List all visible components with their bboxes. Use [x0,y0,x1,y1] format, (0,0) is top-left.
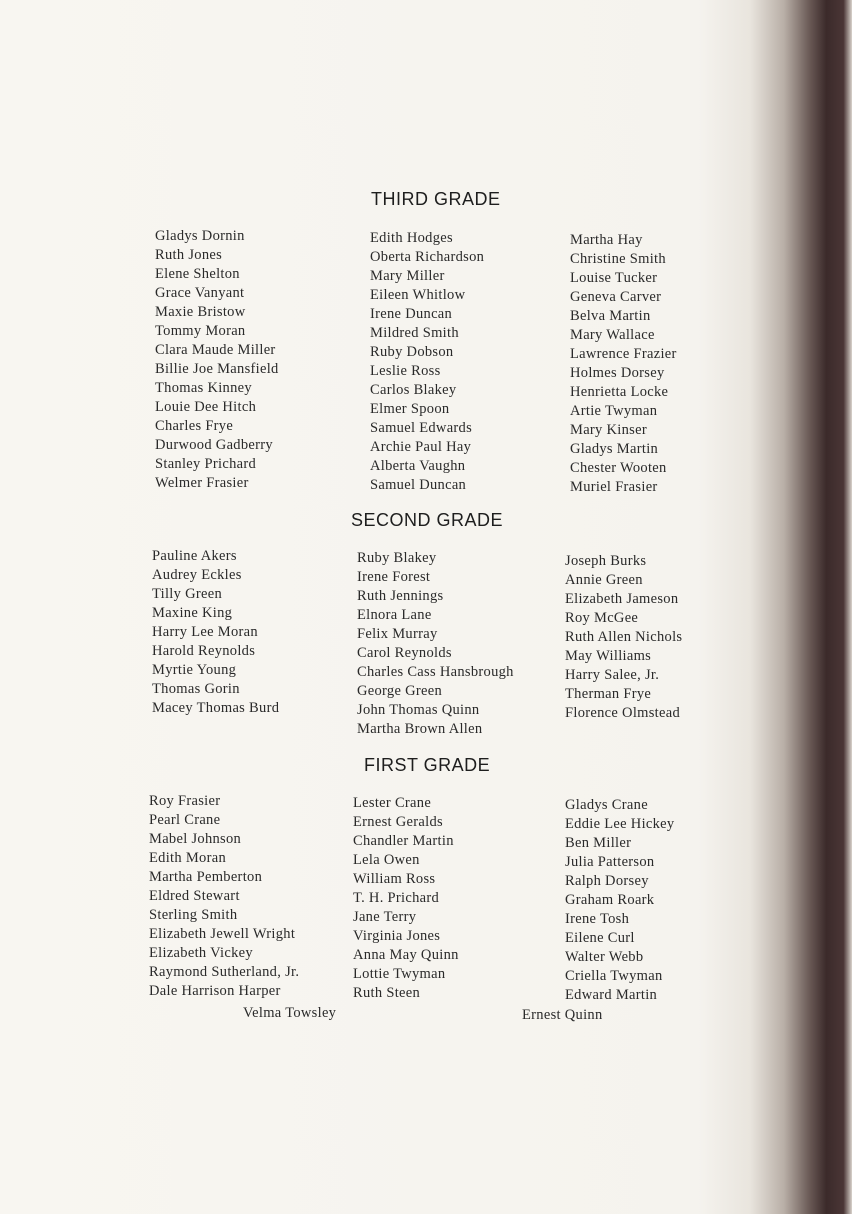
student-name: Elizabeth Vickey [149,945,253,961]
student-name: Alberta Vaughn [370,458,466,474]
student-name: Edith Hodges [370,230,453,246]
student-name: May Williams [565,648,652,664]
second-grade-column-1 [152,547,279,718]
student-name: Mary Kinser [570,422,647,438]
second-grade-column-2 [357,549,514,739]
student-name: Ernest Quinn [522,1007,603,1023]
third-grade-heading: THIRD GRADE [371,189,501,209]
student-name: Ernest Geralds [353,814,443,830]
first-grade-heading: FIRST GRADE [364,755,491,775]
student-name: Samuel Duncan [370,477,467,493]
student-name: T. H. Prichard [353,890,440,906]
first-grade-column-3 [565,796,674,1005]
student-name: Lottie Twyman [353,966,446,982]
student-name: Oberta Richardson [370,249,485,265]
student-name: Ruby Blakey [357,550,437,566]
student-name: Lester Crane [353,795,432,811]
student-name: Leslie Ross [370,363,441,379]
student-name: Irene Tosh [565,911,630,927]
student-name: Grace Vanyant [155,285,245,301]
student-name: Artie Twyman [570,403,658,419]
student-name: Belva Martin [570,308,651,324]
second-grade-heading: SECOND GRADE [351,510,504,530]
student-name: Gladys Crane [565,797,648,813]
student-name: Anna May Quinn [353,947,459,963]
student-name: Mary Miller [370,268,445,284]
student-name: Irene Forest [357,569,431,585]
student-name: Archie Paul Hay [370,439,472,455]
student-name: Macey Thomas Burd [152,700,280,716]
student-name: Chandler Martin [353,833,454,849]
student-name: Harry Salee, Jr. [565,667,660,683]
student-name: Ruby Dobson [370,344,454,360]
student-name: Holmes Dorsey [570,365,665,381]
student-name: Pauline Akers [152,548,237,564]
student-name: Audrey Eckles [152,567,242,583]
student-name: Louise Tucker [570,270,658,286]
student-name: Elmer Spoon [370,401,450,417]
student-name: Lawrence Frazier [570,346,677,362]
student-name: Sterling Smith [149,907,238,923]
student-name: Elizabeth Jameson [565,591,679,607]
student-name: Ruth Steen [353,985,421,1001]
student-name: Walter Webb [565,949,644,965]
student-name: Louie Dee Hitch [155,399,257,415]
student-name: Eileen Whitlow [370,287,466,303]
student-name: Carlos Blakey [370,382,457,398]
student-name: Stanley Prichard [155,456,257,472]
student-name: Clara Maude Miller [155,342,276,358]
student-name: Mary Wallace [570,327,655,343]
student-name: Elene Shelton [155,266,240,282]
student-name: Martha Pemberton [149,869,263,885]
student-name: Gladys Martin [570,441,659,457]
student-name: Maxine King [152,605,233,621]
student-name: Chester Wooten [570,460,667,476]
student-name: Thomas Gorin [152,681,240,697]
student-name: Velma Towsley [243,1005,337,1021]
student-name: Welmer Frasier [155,475,249,491]
student-name: Therman Frye [565,686,652,702]
third-grade-column-2 [370,229,484,495]
student-name: Eddie Lee Hickey [565,816,675,832]
student-name: Christine Smith [570,251,666,267]
student-name: Myrtie Young [152,662,237,678]
second-grade-column-3 [565,552,682,723]
student-name: Harold Reynolds [152,643,256,659]
student-name: Virginia Jones [353,928,441,944]
student-name: Muriel Frasier [570,479,658,495]
student-name: Graham Roark [565,892,655,908]
student-name: Ralph Dorsey [565,873,649,889]
student-name: Lela Owen [353,852,420,868]
student-name: Geneva Carver [570,289,662,305]
student-name: Joseph Burks [565,553,647,569]
student-name: Criella Twyman [565,968,663,984]
student-name: John Thomas Quinn [357,702,480,718]
student-name: Thomas Kinney [155,380,252,396]
third-grade-column-3 [570,231,677,497]
student-name: Tommy Moran [155,323,246,339]
student-name: Ruth Allen Nichols [565,629,683,645]
student-name: Harry Lee Moran [152,624,258,640]
student-name: Florence Olmstead [565,705,681,721]
student-name: Billie Joe Mansfield [155,361,279,377]
student-name: Raymond Sutherland, Jr. [149,964,300,980]
student-name: Eilene Curl [565,930,635,946]
student-name: Ben Miller [565,835,632,851]
student-name: Roy McGee [565,610,639,626]
first-grade-column-1 [149,792,299,1001]
student-name: Gladys Dornin [155,228,245,244]
student-name: Henrietta Locke [570,384,669,400]
student-name: William Ross [353,871,436,887]
student-name: Elnora Lane [357,607,432,623]
student-name: Edith Moran [149,850,226,866]
student-name: Tilly Green [152,586,223,602]
student-name: Ruth Jones [155,247,223,263]
student-name: Annie Green [565,572,643,588]
student-name: Elizabeth Jewell Wright [149,926,296,942]
student-name: Maxie Bristow [155,304,246,320]
student-name: Samuel Edwards [370,420,473,436]
student-name: George Green [357,683,443,699]
student-name: Eldred Stewart [149,888,240,904]
student-name: Felix Murray [357,626,438,642]
student-name: Mabel Johnson [149,831,242,847]
student-name: Charles Frye [155,418,234,434]
student-name: Edward Martin [565,987,658,1003]
student-name: Pearl Crane [149,812,221,828]
student-name: Carol Reynolds [357,645,452,661]
student-name: Martha Brown Allen [357,721,483,737]
third-grade-column-1 [155,227,279,493]
student-name: Martha Hay [570,232,643,248]
student-name: Dale Harrison Harper [149,983,281,999]
student-name: Durwood Gadberry [155,437,273,453]
student-name: Roy Frasier [149,793,221,809]
student-name: Irene Duncan [370,306,453,322]
student-name: Julia Patterson [565,854,655,870]
first-grade-column-2 [353,794,459,1003]
student-name: Charles Cass Hansbrough [357,664,514,680]
student-name: Jane Terry [353,909,417,925]
student-name: Ruth Jennings [357,588,444,604]
student-name: Mildred Smith [370,325,459,341]
